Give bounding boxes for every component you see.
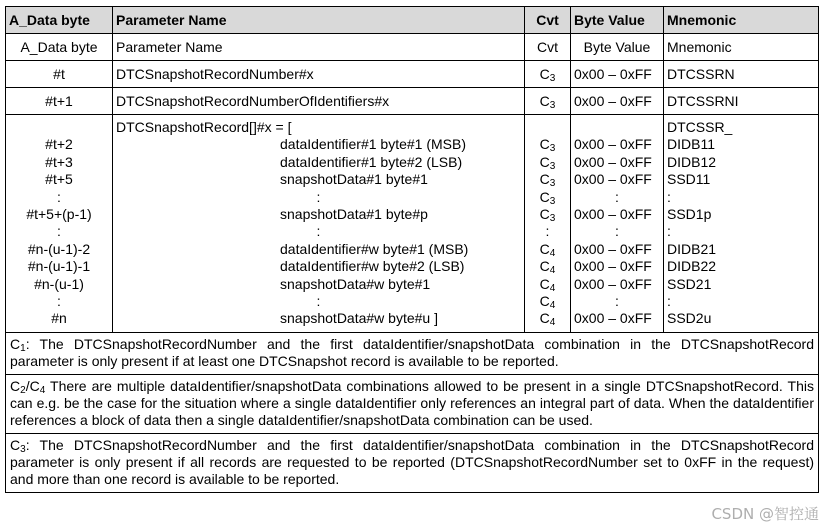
record-mnemonic: DIDB11: [667, 136, 715, 153]
parameter-table: [5, 6, 819, 493]
record-param: dataIdentifier#1 byte#1 (MSB): [280, 136, 466, 153]
record-mnemonics-cell: [664, 115, 819, 333]
record-mnemonic: DIDB21: [667, 240, 717, 257]
note-c3: $C_3$: The DTCSnapshotRecordNumber and the first dataIdentifier/snapshotData combination in the DTCSnapshotRecord parameter is only present if all records are requested to be reported (DTCSnapshotRecordNumber set to 0xFF in the request) and more than one record is available to be reported.: [6, 433, 819, 492]
record-value: 0x00 – 0xFF: [574, 258, 652, 275]
header-a-data-byte: A_Data byte: [6, 7, 113, 34]
record-param: dataIdentifier#w byte#1 (MSB): [280, 240, 469, 257]
record-param: snapshotData#w byte#u ]: [280, 310, 438, 327]
record-param: snapshotData#w byte#1: [280, 275, 431, 292]
snapshot-record-row: [6, 115, 819, 333]
cell-value: 0x00 – 0xFF: [571, 88, 664, 115]
record-cvt: $C_3$: [539, 171, 556, 190]
record-mnemonic: SSD21: [667, 275, 712, 292]
record-byte: #n-(u-1)-1: [27, 258, 91, 275]
record-mnemonic: SSD2u: [667, 310, 712, 327]
record-mnemonic-title: DTCSSR_: [667, 119, 733, 135]
note-row-c3: [6, 433, 819, 492]
header-byte-value: Byte Value: [571, 7, 664, 34]
record-names-cell: [113, 115, 525, 333]
cell-mnemonic: DTCSSRNI: [664, 88, 819, 115]
record-value: 0x00 – 0xFF: [574, 171, 652, 188]
note-row-c1: [6, 332, 819, 374]
watermark: CSDN @智控通: [711, 505, 819, 523]
record-byte: #n-(u-1): [34, 275, 84, 292]
record-value: 0x00 – 0xFF: [574, 275, 652, 292]
record-value: :: [615, 292, 619, 309]
note-c2-c4: $C_2/C_4$ There are multiple dataIdentifier/snapshotData combinations allowed to be present in a single DTCSnapshotRecord. This can e.g. be the case for the situation where a single dataIdentifier only references an integral part of data. When the dataIdentifier references a block of data then a single dataIdentifier/snapshotData combination can be used.: [6, 374, 819, 433]
cell-cvt: Cvt: [525, 34, 571, 61]
record-byte: #n: [51, 310, 67, 327]
record-cvt: $C_3$: [539, 188, 556, 207]
cell-byte: #t+1: [6, 88, 113, 115]
record-param: :: [316, 188, 321, 205]
cell-name: Parameter Name: [113, 34, 525, 61]
record-cvt: $C_4$: [539, 275, 556, 294]
table-row: [6, 88, 819, 115]
record-bytes-cell: [6, 115, 113, 333]
cell-cvt: $C_3$: [525, 61, 571, 88]
record-param: dataIdentifier#w byte#2 (LSB): [280, 258, 465, 275]
cell-byte: A_Data byte: [6, 34, 113, 61]
record-param: :: [316, 223, 321, 240]
record-byte: :: [57, 188, 61, 205]
record-param: :: [316, 292, 321, 309]
record-cvt: $C_3$: [539, 153, 556, 172]
record-byte: #n-(u-1)-2: [27, 240, 91, 257]
header-mnemonic: Mnemonic: [664, 7, 819, 34]
record-cvt: $C_4$: [539, 240, 556, 259]
record-value: 0x00 – 0xFF: [574, 136, 652, 153]
cell-value: 0x00 – 0xFF: [571, 61, 664, 88]
record-param: snapshotData#1 byte#1: [280, 171, 428, 188]
record-mnemonic: DIDB22: [667, 258, 717, 275]
record-value: 0x00 – 0xFF: [574, 240, 652, 257]
record-byte: :: [57, 223, 61, 240]
table-header-row: [6, 7, 819, 34]
record-mnemonic: :: [667, 188, 671, 205]
record-cvt: $C_4$: [539, 310, 556, 329]
header-parameter-name: Parameter Name: [113, 7, 525, 34]
cell-name: DTCSnapshotRecordNumber#x: [113, 61, 525, 88]
cell-value: Byte Value: [571, 34, 664, 61]
table-row: [6, 61, 819, 88]
table-row: [6, 34, 819, 61]
record-values-cell: [571, 115, 664, 333]
header-cvt: Cvt: [525, 7, 571, 34]
record-value: 0x00 – 0xFF: [574, 310, 652, 327]
record-mnemonic: :: [667, 292, 671, 309]
record-title: DTCSnapshotRecord[]#x = [: [116, 119, 292, 135]
record-cvt: $C_3$: [539, 205, 556, 224]
record-value: 0x00 – 0xFF: [574, 153, 652, 170]
record-param: dataIdentifier#1 byte#2 (LSB): [280, 153, 463, 170]
note-c1: $C_1$: The DTCSnapshotRecordNumber and the first dataIdentifier/snapshotData combination in the DTCSnapshotRecord parameter is only present if at least one DTCSnapshot record is available to be reported.: [6, 332, 819, 374]
record-param: snapshotData#1 byte#p: [280, 205, 428, 222]
record-cvt: $C_3$: [539, 136, 556, 155]
record-value: :: [615, 223, 619, 240]
record-byte: :: [57, 292, 61, 309]
cell-name: DTCSnapshotRecordNumberOfIdentifiers#x: [113, 88, 525, 115]
record-cvt-cell: [525, 115, 571, 333]
record-byte: #t+3: [45, 153, 73, 170]
cell-byte: #t: [6, 61, 113, 88]
record-mnemonic: SSD11: [667, 171, 711, 188]
cell-cvt: $C_3$: [525, 88, 571, 115]
record-cvt: $C_4$: [539, 258, 556, 277]
record-byte: #t+5+(p-1): [26, 205, 92, 222]
record-value: 0x00 – 0xFF: [574, 205, 652, 222]
record-value: :: [615, 188, 619, 205]
cell-mnemonic: DTCSSRN: [664, 61, 819, 88]
record-byte: #t+2: [45, 136, 73, 153]
record-mnemonic: DIDB12: [667, 153, 717, 170]
note-row-c2c4: [6, 374, 819, 433]
record-mnemonic: SSD1p: [667, 205, 712, 222]
record-cvt: :: [545, 223, 550, 240]
cell-mnemonic: Mnemonic: [664, 34, 819, 61]
record-cvt: $C_4$: [539, 292, 556, 311]
record-byte: #t+5: [45, 171, 73, 188]
record-mnemonic: :: [667, 223, 671, 240]
